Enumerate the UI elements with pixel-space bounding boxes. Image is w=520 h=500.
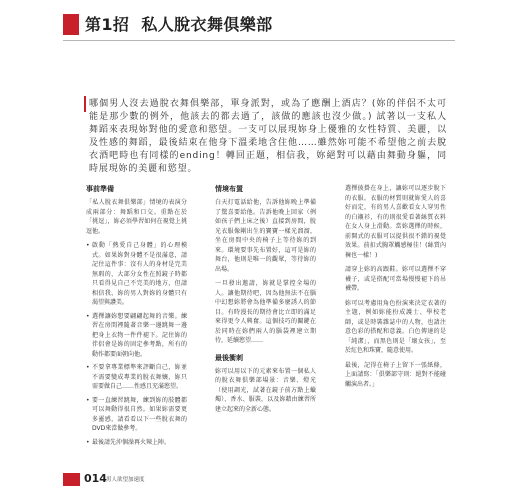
preparation-lead: 「私人脫衣舞俱樂部」情境的表演分成兩部分：舞蹈和口交。重點在於「挑逗」，妳必須學習如何在視覺上挑逗他。 — [86, 199, 187, 235]
body-paragraph: 最後，記得在椅子上留下一張紙條，上面請寫：「俱樂部守則：絕對不能碰觸演出者。」 — [345, 361, 446, 388]
list-item: • 不要拿專業標準來評斷自己，妳並不需要變成專業的脫衣舞孃，妳只需要做自己……性感且充滿慾望。 — [86, 363, 187, 392]
preparation-list — [86, 241, 187, 447]
column-preparation — [86, 184, 187, 451]
body-paragraph: 請穿上妳的高跟鞋。妳可以選擇不穿襪子，或是搭配可當場慢慢褪下的吊襪帶。 — [345, 266, 446, 292]
title-accent-block — [63, 14, 79, 35]
section-heading-final: 最後衝刺 — [215, 353, 243, 362]
chapter-title: 私人脫衣舞俱樂部 — [141, 15, 273, 34]
intro-accent-bar — [84, 96, 86, 112]
page-title — [85, 13, 273, 37]
body-paragraph: 白天打電話給他，告訴他妳晚上準備了驚喜要給他。告訴他晚上回家（例如孩子們上床之後）直接到房間，脫光衣服像剛出生的寶寶一樣光溜溜，坐在房間中央的椅子上等待妳的到來。環境要事先布置好，這可是妳的舞台，他則是唯一的觀眾，等待妳的出場。 — [215, 199, 316, 273]
intro-paragraph: 哪個男人沒去過脫衣舞俱樂部，單身派對，或為了應酬上酒店？(妳的伴侶不太可能是那少數的例外，他該去的都去過了，該做的應該也沒少做。) 試著以一支私人舞蹈來表現妳對他的愛意和慾望。一支可以展現妳身上優雅的女性特質、美麗，以及性感的舞蹈，最後結束在他身下溫柔地含住他……雖然妳可能不希望他之前去脫衣酒吧時也有同樣的ending！轉回正題，相信我，妳絕對可以藉由舞動身軀，同時展現妳的美麗和慾望。 — [89, 99, 447, 174]
list-item: • 啟動「熱愛自己身體」的心理模式。如果妳對身體不是很滿意，請記住這件事：沒有人的身材是完美無瑕的，大部分女性在照鏡子時都只看得見自己不完美的地方，但請相信我，妳的男人對妳的身體只有渴望與讚美。 — [86, 241, 187, 308]
footer-accent-block — [63, 473, 80, 486]
list-item: • 要一直練習跳舞，練到妳的肢體都可以舞動得很自然。如果妳需要更多靈感，請看看以下一些脫衣舞的DVD來當做參考。 — [86, 396, 187, 434]
body-paragraph: 一旦發出邀請，妳就是掌控全場的人。讓他期待吧，因為他無法不在腦中幻想妳將會為他準備多麼誘人的節目。有時漫長的期待會比立即的滿足來得更令人興奮。這個技巧的關鍵在於同時在妳們兩人的腦袋裡建立期待，延續慾望…… — [215, 280, 316, 344]
body-paragraph: 選擇披掛在身上，讓妳可以逐步脫下的衣服。衣服的材質則就妳愛人的喜好而定，有的男人喜歡看女人穿男性的白襯衫，有的則很愛看著絲質衣料在女人身上滑動。當妳選擇的時候，前開式的衣服可以提供很不錯的視覺效果。前扣式胸罩觸感極佳！(絲質內褲也一樣！) — [345, 185, 446, 259]
list-item: • 最後請先沖個澡再火辣上陣。 — [86, 438, 187, 448]
section-heading-setting: 情境布置 — [215, 185, 243, 193]
column-continued — [345, 184, 446, 394]
section-heading-preparation: 事前準備 — [86, 185, 114, 193]
column-setting — [215, 184, 316, 419]
chapter-label: 第1招 — [85, 15, 130, 34]
body-paragraph: 妳可以考慮用角色扮演來決定衣著的主題，例如妳能扮成護士、學校老師，或是時裝雜誌中的人物，也請注意色彩的搭配和意義。白色傳達的是「純潔」，而黑色則是「壞女孩」，至於紅色和珠寶，隨意使用。 — [345, 299, 446, 354]
title-divider — [63, 40, 455, 41]
page-number: 014 — [84, 472, 107, 485]
running-title: 男人欲望加速度 — [106, 477, 145, 483]
list-item: • 選擇讓妳想要翩翩起舞的音樂。練習在房間裡隨著音樂一邊跳舞一邊把身上衣物一件件褪下。記住妳的伴侶會是妳的固定參考點，所有的動作都要面朝向他。 — [86, 312, 187, 360]
body-paragraph: 妳可以用以下的元素來布置一個私人的脫衣舞俱樂部場景：音樂、燈光（使用調光，試著在鏡子前方點上蠟燭）、香水、服裝，以及妳藉由練習所建立起來的全新心態。 — [215, 367, 316, 413]
